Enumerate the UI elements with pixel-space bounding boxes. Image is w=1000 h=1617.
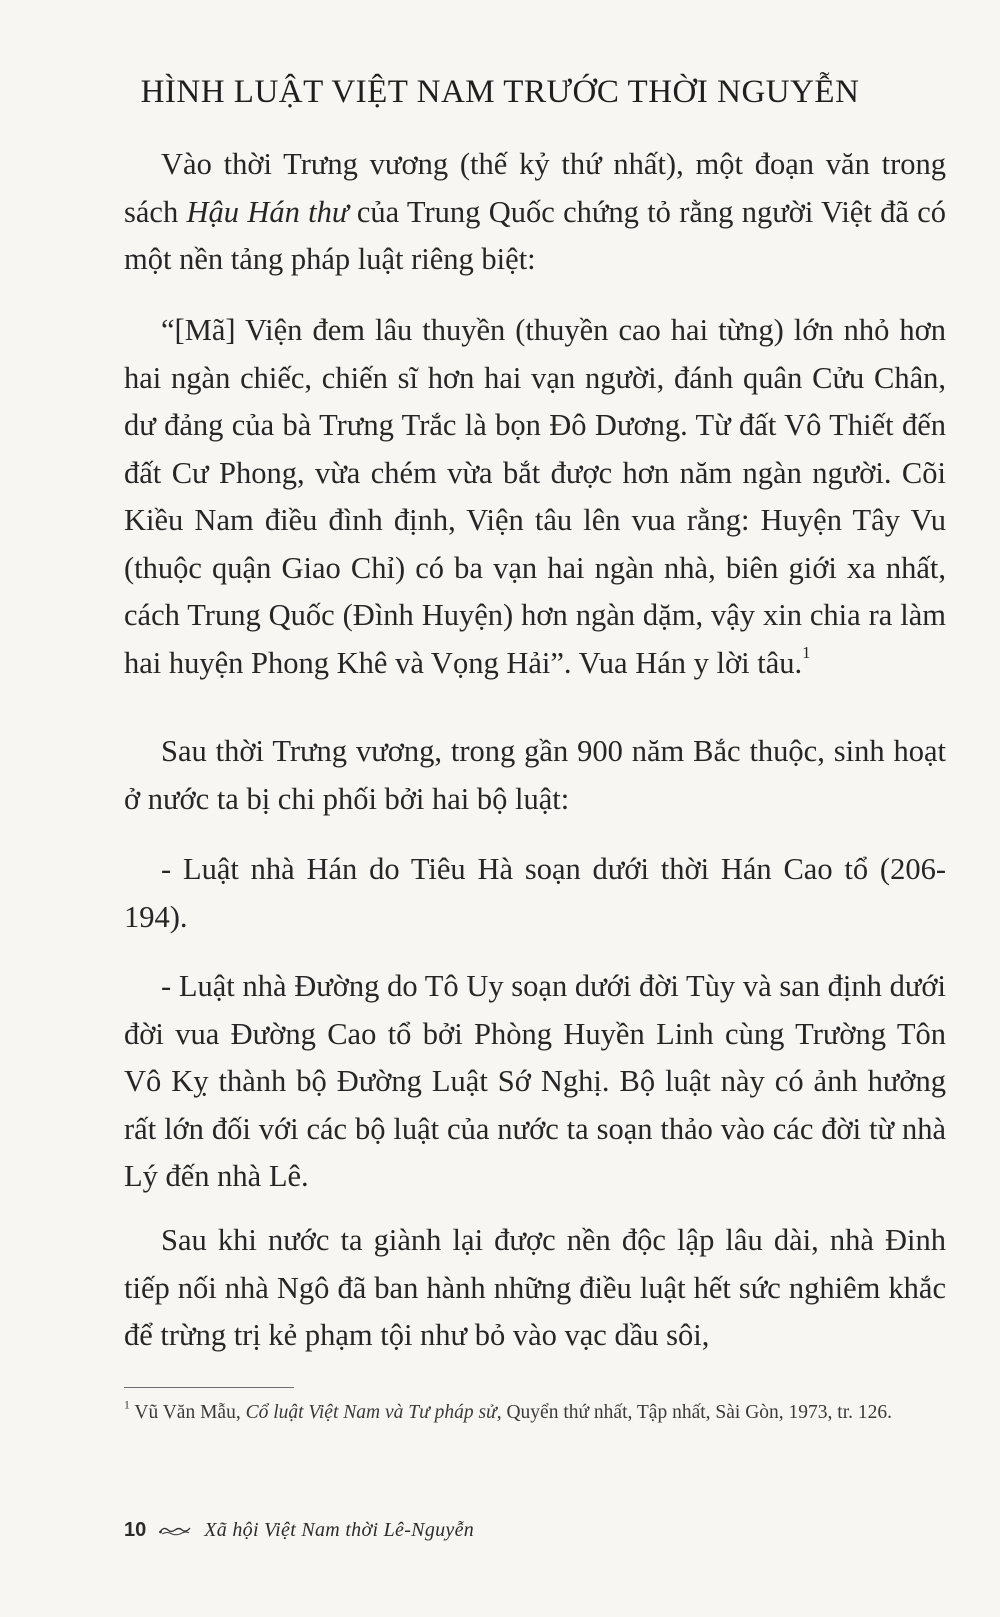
footnote-reference[interactable]: 1 [802, 642, 811, 662]
paragraph-1 [124, 141, 946, 284]
paragraph-1-text-a: Vào thời Trưng vương (thế kỷ thứ nhất), một đoạn văn trong sách [124, 147, 946, 229]
section-heading: HÌNH LUẬT VIỆT NAM TRƯỚC THỜI NGUYỄN [140, 74, 860, 110]
footnote-details: , Quyển thứ nhất, Tập nhất, Sài Gòn, 1973, tr. 126. [496, 1402, 892, 1423]
footnote-book-title: Cổ luật Việt Nam và Tư pháp sử [245, 1402, 497, 1423]
page-footer [124, 1515, 474, 1545]
footnote-mark: 1 [124, 1398, 130, 1412]
paragraph-6 [124, 1217, 946, 1360]
paragraph-3 [124, 728, 946, 823]
running-title: Xã hội Việt Nam thời Lê-Nguyễn [204, 1518, 475, 1541]
paragraph-1-text-b: của Trung Quốc chứng tỏ rằng người Việt đã có một nền tảng pháp luật riêng biệt: [124, 194, 946, 276]
footnote [124, 1396, 946, 1429]
book-title-hau-han-thu: Hậu Hán thư [186, 194, 349, 229]
footnote-author: Vũ Văn Mẫu, [129, 1402, 246, 1423]
quotation-text: “[Mã] Viện đem lâu thuyền (thuyền cao hai từng) lớn nhỏ hơn hai ngàn chiếc, chiến sĩ hơn hai vạn người, đánh quân Cửu Chân, dư đảng của bà Trưng Trắc là bọn Đô Dương. Từ đất Vô Thiết đến đất Cư Phong, vừa chém vừa bắt được hơn năm ngàn người. Cõi Kiều Nam điều đình định, Viện tâu lên vua rằng: Huyện Tây Vu (thuộc quận Giao Chỉ) có ba vạn hai ngàn nhà, biên giới xa nhất, cách Trung Quốc (Đình Huyện) hơn ngàn dặm, vậy xin chia ra làm hai huyện Phong Khê và Vọng Hải”. Vua Hán y lời tâu. [124, 313, 946, 680]
scroll-ornament-icon [158, 1523, 192, 1537]
list-item-han-law-text: - Luật nhà Hán do Tiêu Hà soạn dưới thời Hán Cao tổ (206-194). [124, 852, 946, 934]
list-item-tang-law [124, 963, 946, 1201]
list-item-tang-law-text: - Luật nhà Đường do Tô Uy soạn dưới đời Tùy và san định dưới đời vua Đường Cao tổ bởi Phòng Huyền Linh cùng Trường Tôn Vô Kỵ thành bộ Đường Luật Sớ Nghị. Bộ luật này có ảnh hưởng rất lớn đối với các bộ luật của nước ta soạn thảo vào các đời từ nhà Lý đến nhà Lê. [124, 969, 946, 1193]
paragraph-3-text: Sau thời Trưng vương, trong gần 900 năm Bắc thuộc, sinh hoạt ở nước ta bị chi phối bởi hai bộ luật: [124, 734, 946, 816]
paragraph-6-text: Sau khi nước ta giành lại được nền độc lập lâu dài, nhà Đinh tiếp nối nhà Ngô đã ban hành những điều luật hết sức nghiêm khắc để trừng trị kẻ phạm tội như bỏ vào vạc dầu sôi, [124, 1223, 946, 1352]
footnote-divider [124, 1387, 294, 1388]
quotation-paragraph [124, 307, 946, 687]
page-number: 10 [124, 1518, 147, 1541]
list-item-han-law [124, 846, 946, 941]
